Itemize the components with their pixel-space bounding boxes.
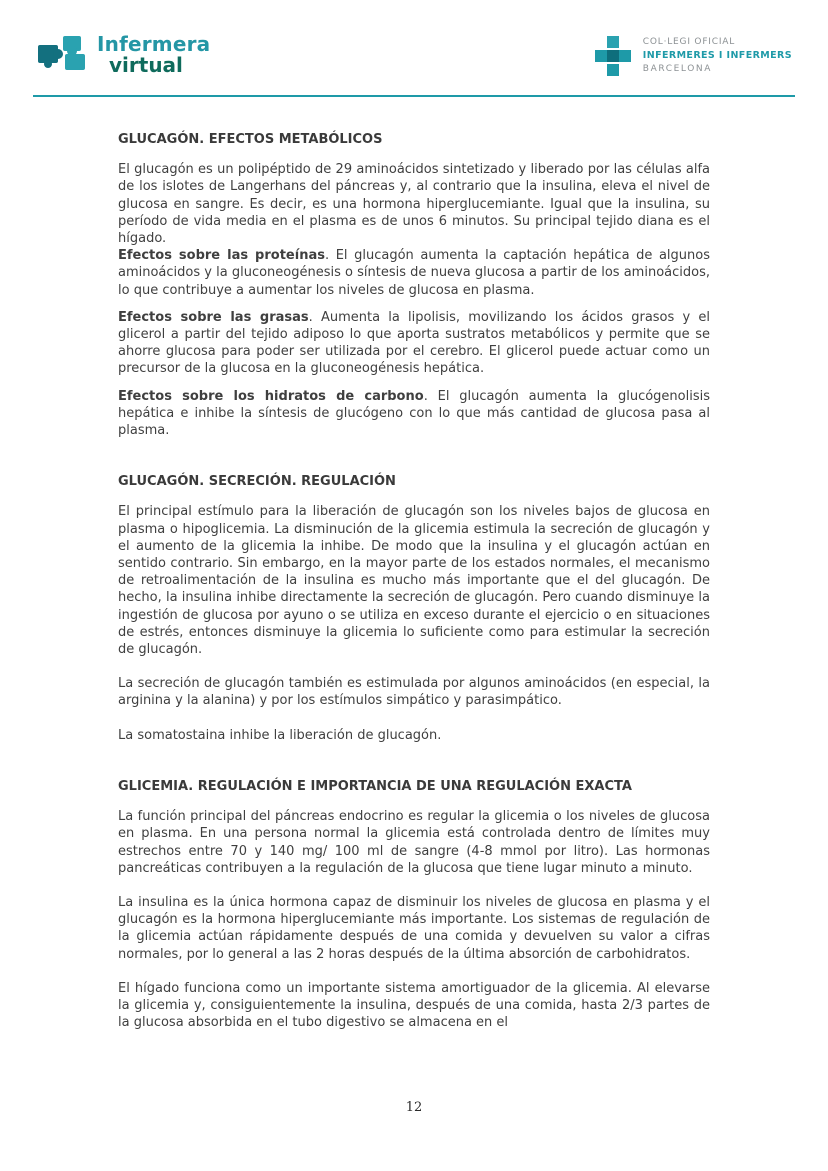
paragraph-lead: Efectos sobre los hidratos de carbono xyxy=(118,388,424,404)
coib-line-oficial: COL·LEGI OFICIAL xyxy=(642,37,736,47)
page-number: 12 xyxy=(405,1100,423,1115)
section-heading: GLUCAGÓN. EFECTOS METABÓLICOS xyxy=(118,132,383,147)
paragraph-lead: Efectos sobre las proteínas xyxy=(118,248,325,264)
section-glicemia-regulacion xyxy=(118,778,710,1031)
header-divider xyxy=(33,95,795,97)
paragraph xyxy=(118,894,710,963)
paragraph-text: La insulina es la única hormona capaz de disminuir los niveles de glucosa en plasma y el glucagón es la hormona hiperglucemiante más importante. Los sistemas de regulación de la glicemia actúan rápidamente después de una comida y devuelven su valor a cifras normales, por lo general a las 2 horas después de la última absorción de carbohidratos. xyxy=(118,894,710,962)
cross-icon xyxy=(594,34,632,80)
paragraph-text: El principal estímulo para la liberación de glucagón son los niveles bajos de glucosa en plasma o hipoglicemia. La disminución de la glicemia estimula la secreción de glucagón y el aumento de la glicemia la inhibe. De modo que la insulina y el glucagón actúan en sentido contrario. Sin embargo, en la mayor parte de los estados normales, el mecanismo de retroalimentación de la insulina es mucho más importante que el del glucagón. De hecho, la insulina inhibe directamente la secreción de glucagón. Pero cuando disminuye la ingestión de glucosa por ayuno o se utiliza en exceso durante el ejercicio o en situaciones de estrés, entonces disminuye la glicemia lo suficiente como para estimular la secreción de glucagón. xyxy=(118,504,710,658)
section-heading: GLICEMIA. REGULACIÓN E IMPORTANCIA DE UNA REGULACIÓN EXACTA xyxy=(118,778,632,794)
paragraph-text: . El glucagón aumenta la glucógenolisis hepática e inhibe la síntesis de glucógeno con lo que más cantidad de glucosa pasa al plasma. xyxy=(118,388,711,439)
paragraph-text: La secreción de glucagón también es estimulada por algunos aminoácidos (en especial, la arginina y la alanina) y por los estímulos simpático y parasimpático. xyxy=(118,676,710,709)
paragraph-text: . Aumenta la lipolisis, movilizando los ácidos grasos y el glicerol a partir del tejido adiposo lo que aporta sustratos metabólicos y permite que se ahorre glucosa para poder ser utilizada por el cerebro. El glicerol puede actuar como un precursor de la glucosa en la gluconeogénesis hepática. xyxy=(118,309,710,377)
virtual-text: virtual xyxy=(109,53,183,77)
paragraph-text: El glucagón es un polipéptido de 29 aminoácidos sintetizado y liberado por las células alfa de los islotes de Langerhans del páncreas y, al contrario que la insulina, eleva el nivel de glucosa en sangre. Es decir, es una hormona hiperglucemiante. Igual que la insulina, su período de vida media en el plasma es de unos 6 minutos. Su principal tejido diana es el hígado. xyxy=(118,162,710,247)
coib-line-infermeres: INFERMERES I INFERMERS xyxy=(642,50,792,61)
infermera-virtual-wordmark xyxy=(97,32,210,76)
infermera-text: Infermera xyxy=(97,32,211,56)
paragraph xyxy=(118,980,710,1032)
section-heading: GLUCAGÓN. SECRECIÓN. REGULACIÓN xyxy=(118,474,396,490)
paragraph xyxy=(118,727,710,744)
infermera-virtual-logo xyxy=(36,32,210,76)
page-header xyxy=(36,32,792,90)
coib-line-barcelona: BARCELONA xyxy=(642,64,712,74)
paragraph-text: . El glucagón aumenta la captación hepática de algunos aminoácidos y la gluconeogénesis o síntesis de nueva glucosa a partir de los aminoácidos, lo que contribuye a aumentar los niveles de glucosa en plasma. xyxy=(118,248,710,298)
paragraph-text: La función principal del páncreas endocrino es regular la glicemia o los niveles de glucosa en plasma. En una persona normal la glicemia está controlada dentro de límites muy estrechos entre 70 y 140 mg/ 100 ml de sangre (4-8 mmol por litro). Las hormonas pancreáticas contribuyen a la regulación de la glucosa que tiene lugar minuto a minuto. xyxy=(118,809,710,876)
paragraph xyxy=(118,247,710,299)
coib-logo xyxy=(594,32,792,80)
paragraph xyxy=(118,808,710,877)
page-footer xyxy=(0,1100,828,1115)
document-body xyxy=(118,131,710,1031)
paragraph xyxy=(118,161,710,247)
section-glucagon-secrecion xyxy=(118,473,710,744)
paragraph xyxy=(118,675,710,709)
paragraph xyxy=(118,309,710,378)
paragraph-lead: Efectos sobre las grasas xyxy=(118,309,309,325)
puzzle-icon xyxy=(36,32,88,76)
coib-wordmark xyxy=(643,34,792,74)
paragraph-text: La somatostaina inhibe la liberación de glucagón. xyxy=(118,727,442,743)
paragraph xyxy=(118,503,710,658)
paragraph-text: El hígado funciona como un importante sistema amortiguador de la glicemia. Al elevarse la glicemia y, consiguientemente la insulina, después de una comida, hasta 2/3 partes de la glucosa absorbida en el tubo digestivo se almacena en el xyxy=(118,980,710,1031)
section-glucagon-efectos xyxy=(118,131,710,439)
paragraph xyxy=(118,388,710,440)
